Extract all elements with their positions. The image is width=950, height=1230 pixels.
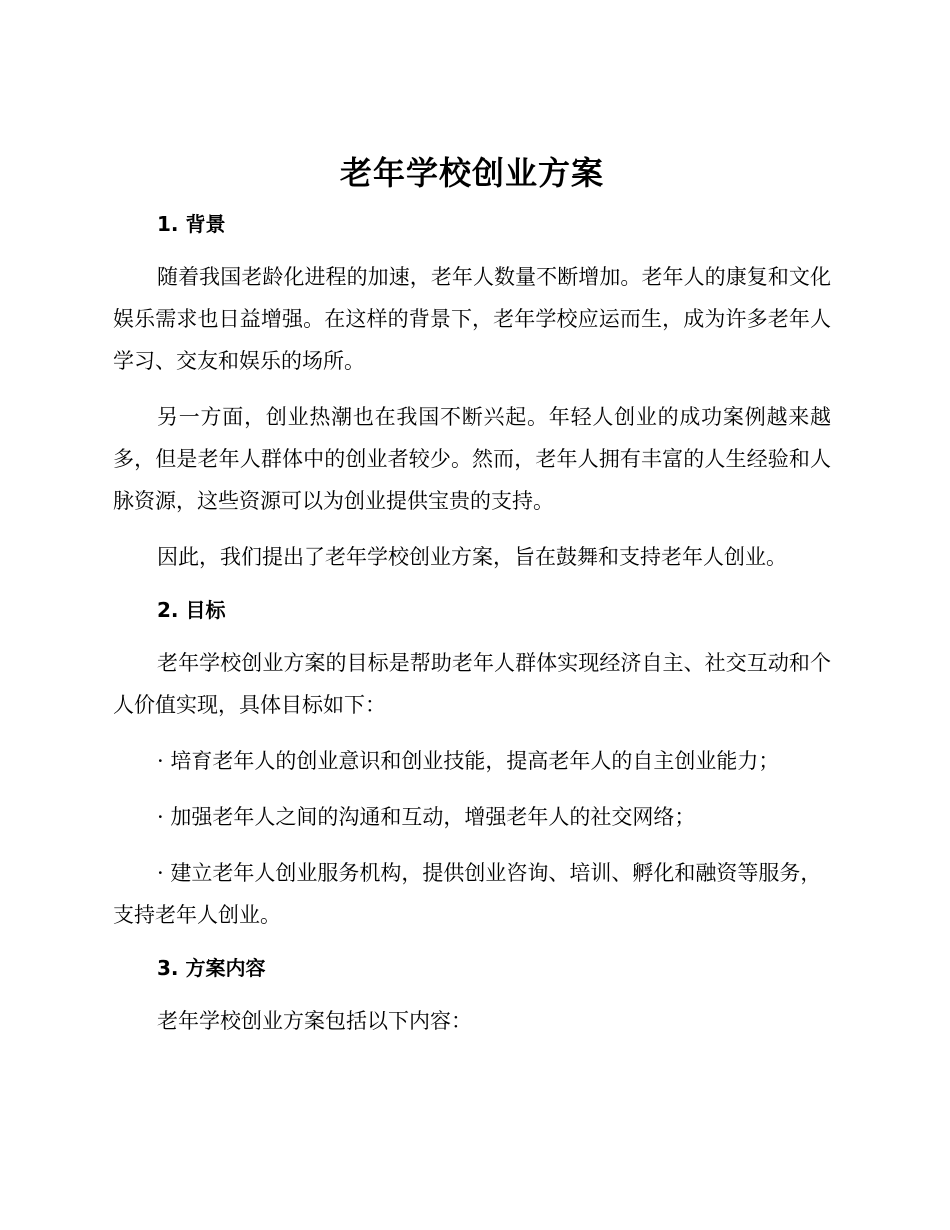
paragraph: 因此，我们提出了老年学校创业方案，旨在鼓舞和支持老年人创业。 — [157, 545, 787, 569]
section-heading-goals: 2. 目标 — [157, 598, 226, 622]
spacer — [113, 628, 831, 642]
paragraph: 老年学校创业方案包括以下内容： — [157, 1009, 472, 1033]
bullet-item: · 建立老年人创业服务机构，提供创业咨询、培训、孵化和融资等服务，支持老年人创业。 — [113, 861, 822, 927]
paragraph: 老年学校创业方案的目标是帮助老年人群体实现经济自主、社交互动和个人价值实现，具体目标如下： — [113, 651, 831, 717]
spacer — [113, 382, 831, 396]
document-title: 老年学校创业方案 — [339, 154, 604, 192]
section-heading-background: 1. 背景 — [157, 212, 226, 236]
spacer — [113, 726, 831, 740]
spacer — [113, 986, 831, 1000]
spacer — [113, 522, 831, 536]
spacer — [113, 578, 831, 592]
paragraph: 另一方面，创业热潮也在我国不断兴起。年轻人创业的成功案例越来越多，但是老年人群体中的创业者较少。然而，老年人拥有丰富的人生经验和人脉资源，这些资源可以为创业提供宝贵的支持。 — [113, 405, 831, 513]
spacer — [113, 782, 831, 796]
bullet-item: · 培育老年人的创业意识和创业技能，提高老年人的自主创业能力； — [157, 749, 780, 773]
spacer — [113, 196, 831, 206]
spacer — [113, 242, 831, 256]
document-page — [113, 150, 831, 1042]
paragraph: 随着我国老龄化进程的加速，老年人数量不断增加。老年人的康复和文化娱乐需求也日益增强。在这样的背景下，老年学校应运而生，成为许多老年人学习、交友和娱乐的场所。 — [113, 265, 831, 373]
spacer — [113, 936, 831, 950]
spacer — [113, 838, 831, 852]
section-heading-plan-content: 3. 方案内容 — [157, 956, 266, 980]
bullet-item: · 加强老年人之间的沟通和互动，增强老年人的社交网络； — [157, 805, 696, 829]
